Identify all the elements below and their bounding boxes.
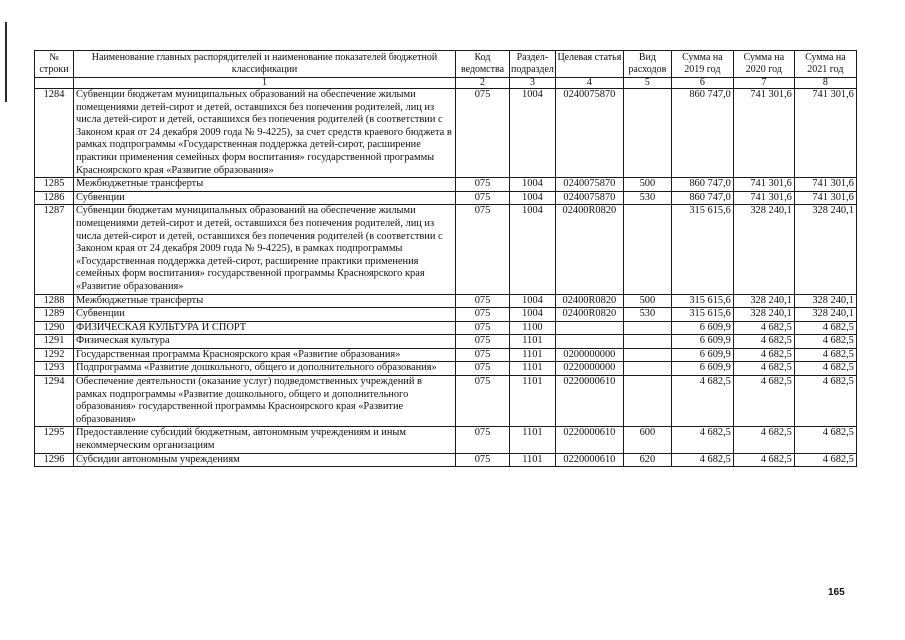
row-name: Обеспечение деятельности (оказание услуг) подведомственных учреждений в рамках подпрограммы «Развитие дошкольного, общего и дополнительного образования» государственной программы Красноярского края «Развитие образования» (74, 376, 456, 427)
row-sum-2021: 4 682,5 (794, 376, 856, 427)
row-section: 1101 (510, 427, 556, 453)
row-sum-2019: 860 747,0 (671, 178, 733, 192)
header-no: № строки (35, 51, 74, 78)
row-code: 075 (456, 348, 510, 362)
row-sum-2020: 4 682,5 (733, 362, 794, 376)
row-sum-2019: 6 609,9 (671, 335, 733, 349)
row-name: Предоставление субсидий бюджетным, автономным учреждениям и иным некоммерческим организациям (74, 427, 456, 453)
row-expense-type: 600 (623, 427, 671, 453)
row-sum-2021: 328 240,1 (794, 308, 856, 322)
row-sum-2020: 4 682,5 (733, 348, 794, 362)
row-sum-2019: 6 609,9 (671, 321, 733, 335)
row-sum-2021: 741 301,6 (794, 191, 856, 205)
table-row (35, 308, 857, 322)
row-number: 1288 (35, 294, 74, 308)
header-type: Вид расходов (623, 51, 671, 78)
row-target: 02400R0820 (555, 308, 623, 322)
row-name: Межбюджетные трансферты (74, 178, 456, 192)
table-row (35, 453, 857, 467)
row-code: 075 (456, 427, 510, 453)
row-target: 0220000610 (555, 453, 623, 467)
column-number: 8 (794, 78, 856, 89)
row-code: 075 (456, 308, 510, 322)
row-section: 1101 (510, 376, 556, 427)
scan-edge-line (5, 22, 7, 102)
row-target (555, 335, 623, 349)
row-code: 075 (456, 191, 510, 205)
row-target: 0220000000 (555, 362, 623, 376)
column-number (35, 78, 74, 89)
row-code: 075 (456, 376, 510, 427)
row-name: Субсидии автономным учреждениям (74, 453, 456, 467)
row-sum-2021: 4 682,5 (794, 453, 856, 467)
row-sum-2021: 4 682,5 (794, 321, 856, 335)
row-sum-2020: 4 682,5 (733, 376, 794, 427)
header-target: Целевая статья (555, 51, 623, 78)
row-sum-2019: 860 747,0 (671, 89, 733, 178)
row-section: 1100 (510, 321, 556, 335)
row-section: 1004 (510, 191, 556, 205)
column-number: 1 (74, 78, 456, 89)
row-section: 1004 (510, 178, 556, 192)
row-number: 1286 (35, 191, 74, 205)
row-target: 0200000000 (555, 348, 623, 362)
row-expense-type: 500 (623, 178, 671, 192)
row-target (555, 321, 623, 335)
row-target: 0220000610 (555, 427, 623, 453)
row-sum-2019: 4 682,5 (671, 427, 733, 453)
row-code: 075 (456, 89, 510, 178)
column-number: 2 (456, 78, 510, 89)
row-sum-2020: 328 240,1 (733, 308, 794, 322)
row-expense-type: 500 (623, 294, 671, 308)
row-number: 1291 (35, 335, 74, 349)
row-target: 0240075870 (555, 191, 623, 205)
row-number: 1295 (35, 427, 74, 453)
row-target: 02400R0820 (555, 205, 623, 294)
header-sum-2021: Сумма на 2021 год (794, 51, 856, 78)
table-row (35, 348, 857, 362)
table-row (35, 427, 857, 453)
column-number-row (35, 78, 857, 89)
row-sum-2021: 4 682,5 (794, 427, 856, 453)
row-sum-2019: 315 615,6 (671, 308, 733, 322)
row-number: 1292 (35, 348, 74, 362)
row-code: 075 (456, 321, 510, 335)
row-section: 1101 (510, 335, 556, 349)
table-row (35, 335, 857, 349)
row-sum-2019: 4 682,5 (671, 376, 733, 427)
table-row (35, 376, 857, 427)
table-row (35, 178, 857, 192)
header-row (35, 51, 857, 78)
row-name: Субвенции (74, 308, 456, 322)
header-sum-2020: Сумма на 2020 год (733, 51, 794, 78)
budget-table (34, 50, 857, 467)
row-name: Государственная программа Красноярского края «Развитие образования» (74, 348, 456, 362)
table-row (35, 362, 857, 376)
row-target: 0220000610 (555, 376, 623, 427)
row-code: 075 (456, 362, 510, 376)
row-code: 075 (456, 453, 510, 467)
row-name: Субвенции (74, 191, 456, 205)
row-sum-2020: 741 301,6 (733, 178, 794, 192)
row-sum-2020: 4 682,5 (733, 335, 794, 349)
row-name: ФИЗИЧЕСКАЯ КУЛЬТУРА И СПОРТ (74, 321, 456, 335)
row-number: 1285 (35, 178, 74, 192)
row-expense-type: 530 (623, 308, 671, 322)
row-expense-type (623, 376, 671, 427)
row-section: 1101 (510, 453, 556, 467)
table-row (35, 321, 857, 335)
column-number: 4 (555, 78, 623, 89)
row-number: 1284 (35, 89, 74, 178)
row-name: Субвенции бюджетам муниципальных образований на обеспечение жилыми помещениями детей-сирот и детей, оставшихся без попечения родителей, лиц из числа детей-сирот и детей, оставшихся без попечения родителей (в соответствии с Законом края от 24 декабря 2009 года № 9-4225), за счет средств краевого бюджета в рамках подпрограммы «Государственная поддержка детей-сирот, расширение практики применения семейных форм воспитания» государственной программы Красноярского края «Развитие образования» (74, 89, 456, 178)
column-number: 6 (671, 78, 733, 89)
row-sum-2020: 4 682,5 (733, 321, 794, 335)
row-sum-2019: 4 682,5 (671, 453, 733, 467)
row-sum-2021: 741 301,6 (794, 89, 856, 178)
row-sum-2019: 6 609,9 (671, 348, 733, 362)
row-expense-type (623, 89, 671, 178)
row-sum-2020: 328 240,1 (733, 294, 794, 308)
row-code: 075 (456, 178, 510, 192)
row-sum-2020: 4 682,5 (733, 427, 794, 453)
row-expense-type (623, 348, 671, 362)
row-sum-2021: 328 240,1 (794, 205, 856, 294)
row-number: 1289 (35, 308, 74, 322)
row-section: 1004 (510, 308, 556, 322)
row-sum-2021: 4 682,5 (794, 335, 856, 349)
row-sum-2019: 315 615,6 (671, 294, 733, 308)
table-row (35, 205, 857, 294)
row-number: 1294 (35, 376, 74, 427)
row-target: 0240075870 (555, 89, 623, 178)
row-name: Подпрограмма «Развитие дошкольного, общего и дополнительного образования» (74, 362, 456, 376)
row-sum-2019: 6 609,9 (671, 362, 733, 376)
row-expense-type (623, 335, 671, 349)
row-code: 075 (456, 205, 510, 294)
row-expense-type (623, 321, 671, 335)
row-name: Физическая культура (74, 335, 456, 349)
row-target: 0240075870 (555, 178, 623, 192)
row-name: Межбюджетные трансферты (74, 294, 456, 308)
row-sum-2020: 741 301,6 (733, 191, 794, 205)
row-code: 075 (456, 294, 510, 308)
row-number: 1287 (35, 205, 74, 294)
row-sum-2020: 741 301,6 (733, 89, 794, 178)
row-section: 1004 (510, 294, 556, 308)
row-sum-2020: 4 682,5 (733, 453, 794, 467)
row-sum-2021: 4 682,5 (794, 362, 856, 376)
header-code: Код ведомства (456, 51, 510, 78)
header-sum-2019: Сумма на 2019 год (671, 51, 733, 78)
row-expense-type: 620 (623, 453, 671, 467)
column-number: 3 (510, 78, 556, 89)
column-number: 5 (623, 78, 671, 89)
row-number: 1296 (35, 453, 74, 467)
row-expense-type: 530 (623, 191, 671, 205)
row-expense-type (623, 362, 671, 376)
row-sum-2020: 328 240,1 (733, 205, 794, 294)
row-section: 1101 (510, 362, 556, 376)
row-number: 1290 (35, 321, 74, 335)
row-section: 1101 (510, 348, 556, 362)
row-sum-2019: 860 747,0 (671, 191, 733, 205)
table-row (35, 294, 857, 308)
row-target: 02400R0820 (555, 294, 623, 308)
row-expense-type (623, 205, 671, 294)
header-name: Наименование главных распорядителей и наименование показателей бюджетной классификации (74, 51, 456, 78)
header-section: Раздел-подраздел (510, 51, 556, 78)
row-number: 1293 (35, 362, 74, 376)
row-code: 075 (456, 335, 510, 349)
row-sum-2021: 741 301,6 (794, 178, 856, 192)
row-sum-2021: 4 682,5 (794, 348, 856, 362)
page-number: 165 (828, 587, 845, 598)
row-sum-2021: 328 240,1 (794, 294, 856, 308)
row-section: 1004 (510, 205, 556, 294)
row-name: Субвенции бюджетам муниципальных образований на обеспечение жилыми помещениями детей-сирот и детей, оставшихся без попечения родителей, лиц из числа детей-сирот и детей, оставшихся без попечения родителей (в соответствии с Законом края от 24 декабря 2009 года № 9-4225), в рамках подпрограммы «Государственная поддержка детей-сирот, расширение практики применения семейных форм воспитания» государственной программы Красноярского края «Развитие образования» (74, 205, 456, 294)
row-sum-2019: 315 615,6 (671, 205, 733, 294)
table-row (35, 89, 857, 178)
table-row (35, 191, 857, 205)
column-number: 7 (733, 78, 794, 89)
row-section: 1004 (510, 89, 556, 178)
